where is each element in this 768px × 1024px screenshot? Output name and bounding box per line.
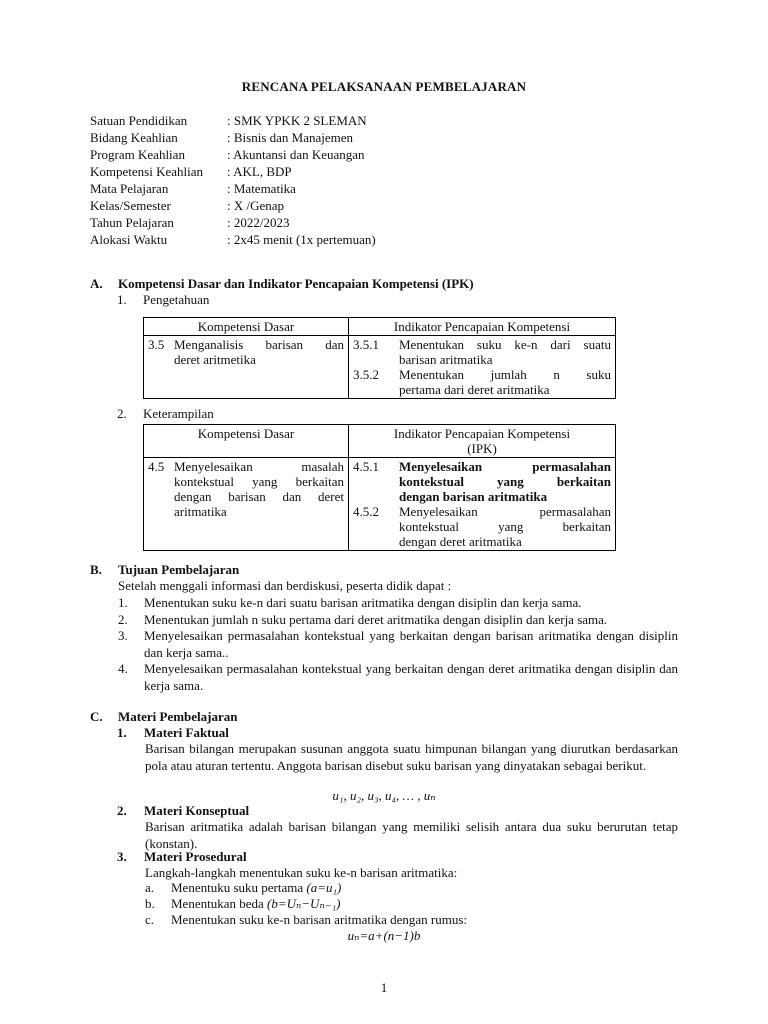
objectives-intro: Setelah menggali informasi dan berdiskusi, peserta didik dapat : xyxy=(118,578,452,593)
subsection-keterampilan xyxy=(117,406,214,422)
list-item xyxy=(118,595,678,612)
kd-text: aritmatika xyxy=(174,504,227,519)
material-heading xyxy=(117,849,247,865)
header-text: Indikator Pencapaian Kompetensi xyxy=(393,426,571,441)
ipk-number: 3.5.2 xyxy=(353,367,379,382)
info-value: : 2022/2023 xyxy=(227,215,290,230)
subsection-pengetahuan xyxy=(117,292,209,308)
info-value: : Akuntansi dan Keuangan xyxy=(227,147,365,162)
list-item xyxy=(118,628,678,661)
table-header-cell: Kompetensi Dasar xyxy=(144,425,349,458)
list-number: 3. xyxy=(118,628,128,643)
step-text: Menentuku suku pertama xyxy=(171,880,304,895)
material-heading xyxy=(117,803,249,819)
kd-number: 3.5 xyxy=(148,337,165,352)
step-formula: (b=Uₙ−Uₙ₋₁) xyxy=(267,896,341,911)
ipk-text: Menyelesaikan permasalahan xyxy=(399,504,611,519)
subsection-number: 2. xyxy=(117,406,127,421)
procedure-step xyxy=(145,912,467,928)
info-value: : SMK YPKK 2 SLEMAN xyxy=(227,113,367,128)
kd-cell xyxy=(144,458,349,551)
ipk-text: pertama dari deret aritmatika xyxy=(399,382,550,397)
info-row xyxy=(90,180,376,197)
competency-table-skills xyxy=(143,424,616,551)
kd-text: kontekstual yang berkaitan xyxy=(174,474,344,489)
table-header-cell xyxy=(349,425,616,458)
ipk-cell xyxy=(349,336,616,399)
info-row xyxy=(90,112,376,129)
material-heading xyxy=(117,725,229,741)
info-label: Program Keahlian xyxy=(90,147,185,162)
subsection-number: 1. xyxy=(117,292,127,307)
step-text: Menentukan beda xyxy=(171,896,264,911)
material-title: Materi Konseptual xyxy=(144,803,250,818)
info-label: Tahun Pelajaran xyxy=(90,215,174,230)
ipk-number: 3.5.1 xyxy=(353,337,379,352)
info-value: : X /Genap xyxy=(227,198,285,213)
material-factual-text: Barisan bilangan merupakan susunan anggota suatu himpunan bilangan yang diurutkan berdasarkan pola atau aturan tertentu. Anggota barisan disebut suku barisan yang dinyatakan sebagai berikut. xyxy=(145,741,678,773)
info-label: Alokasi Waktu xyxy=(90,232,168,247)
list-text: Menentukan jumlah n suku pertama dari deret aritmatika dengan disiplin dan kerja sama. xyxy=(144,611,608,627)
step-letter: c. xyxy=(145,912,155,927)
material-procedural-intro: Langkah-langkah menentukan suku ke-n barisan aritmatika: xyxy=(145,865,458,880)
table-header-cell: Kompetensi Dasar xyxy=(144,318,349,336)
identity-block xyxy=(90,112,376,248)
material-number: 1. xyxy=(117,725,127,740)
info-row xyxy=(90,163,376,180)
kd-cell xyxy=(144,336,349,399)
step-text: Menentukan suku ke-n barisan aritmatika dengan rumus: xyxy=(171,912,468,927)
section-letter: C. xyxy=(90,709,103,724)
ipk-text: Menyelesaikan permasalahan xyxy=(399,459,611,474)
info-label: Kompetensi Keahlian xyxy=(90,164,203,179)
sequence-formula: u₁, u₂, u₃, u₄, … , uₙ xyxy=(332,788,436,803)
table-header-row xyxy=(144,318,616,336)
header-text: (IPK) xyxy=(467,441,497,456)
info-value: : Bisnis dan Manajemen xyxy=(227,130,354,145)
step-letter: a. xyxy=(145,880,155,895)
ipk-text: Menentukan jumlah n suku xyxy=(399,367,611,382)
info-label: Mata Pelajaran xyxy=(90,181,169,196)
list-text: Menyelesaikan permasalahan kontekstual yang berkaitan dengan deret aritmatika dengan disiplin dan kerja sama. xyxy=(144,661,678,693)
list-item xyxy=(118,661,678,694)
ipk-text: kontekstual yang berkaitan xyxy=(399,519,611,534)
info-row xyxy=(90,146,376,163)
section-title: Tujuan Pembelajaran xyxy=(118,562,240,577)
kd-text: dengan barisan dan deret xyxy=(174,489,344,504)
section-letter: A. xyxy=(90,276,103,291)
nth-term-formula: uₙ=a+(n−1)b xyxy=(347,928,421,943)
list-number: 1. xyxy=(118,595,128,610)
ipk-number: 4.5.2 xyxy=(353,504,379,519)
objectives-list xyxy=(118,595,678,694)
table-row xyxy=(144,336,616,399)
ipk-text: dengan barisan aritmatika xyxy=(399,489,548,504)
material-title: Materi Faktual xyxy=(144,725,229,740)
list-text: Menyelesaikan permasalahan kontekstual yang berkaitan dengan barisan aritmatika dengan disiplin dan kerja sama.. xyxy=(144,628,678,660)
table-header-row xyxy=(144,425,616,458)
table-row xyxy=(144,458,616,551)
procedure-step xyxy=(145,880,341,896)
ipk-cell xyxy=(349,458,616,551)
info-row xyxy=(90,214,376,231)
ipk-text: kontekstual yang berkaitan xyxy=(399,474,611,489)
material-title: Materi Prosedural xyxy=(144,849,247,864)
kd-number: 4.5 xyxy=(148,459,165,474)
list-item xyxy=(118,612,678,629)
kd-text: deret aritmetika xyxy=(174,352,256,367)
kd-text: Menyelesaikan masalah xyxy=(174,459,344,474)
procedure-step xyxy=(145,896,340,912)
info-label: Bidang Keahlian xyxy=(90,130,178,145)
section-title: Kompetensi Dasar dan Indikator Pencapaian Kompetensi (IPK) xyxy=(118,276,474,291)
ipk-text: Menentukan suku ke-n dari suatu xyxy=(399,337,611,352)
page-title: RENCANA PELAKSANAAN PEMBELAJARAN xyxy=(241,79,527,94)
section-b-heading xyxy=(90,562,239,578)
info-label: Satuan Pendidikan xyxy=(90,113,188,128)
page-number: 1 xyxy=(380,980,388,995)
ipk-number: 4.5.1 xyxy=(353,459,379,474)
material-number: 2. xyxy=(117,803,127,818)
section-letter: B. xyxy=(90,562,102,577)
section-a-heading xyxy=(90,276,474,292)
info-value: : Matematika xyxy=(227,181,296,196)
list-text: Menentukan suku ke-n dari suatu barisan aritmatika dengan disiplin dan kerja sama. xyxy=(144,595,582,610)
material-conceptual-text: Barisan aritmatika adalah barisan bilangan yang memiliki selisih antara dua suku berurutan tetap (konstan). xyxy=(145,819,678,851)
subsection-label: Keterampilan xyxy=(143,406,214,421)
ipk-text: dengan deret aritmatika xyxy=(399,534,522,549)
list-number: 2. xyxy=(118,611,128,627)
step-letter: b. xyxy=(145,896,155,911)
section-c-heading xyxy=(90,709,237,725)
list-number: 4. xyxy=(118,661,128,676)
info-row xyxy=(90,197,376,214)
section-title: Materi Pembelajaran xyxy=(118,709,238,724)
kd-text: Menganalisis barisan dan xyxy=(174,337,344,352)
info-value: : 2x45 menit (1x pertemuan) xyxy=(227,232,376,247)
ipk-text: barisan aritmatika xyxy=(399,352,493,367)
table-header-cell: Indikator Pencapaian Kompetensi xyxy=(349,318,616,336)
material-number: 3. xyxy=(117,849,127,864)
info-row xyxy=(90,129,376,146)
info-row xyxy=(90,231,376,248)
info-value: : AKL, BDP xyxy=(227,164,292,179)
step-formula: (a=u₁) xyxy=(306,880,342,895)
subsection-label: Pengetahuan xyxy=(143,292,210,307)
info-label: Kelas/Semester xyxy=(90,198,171,213)
competency-table-knowledge xyxy=(143,317,616,399)
